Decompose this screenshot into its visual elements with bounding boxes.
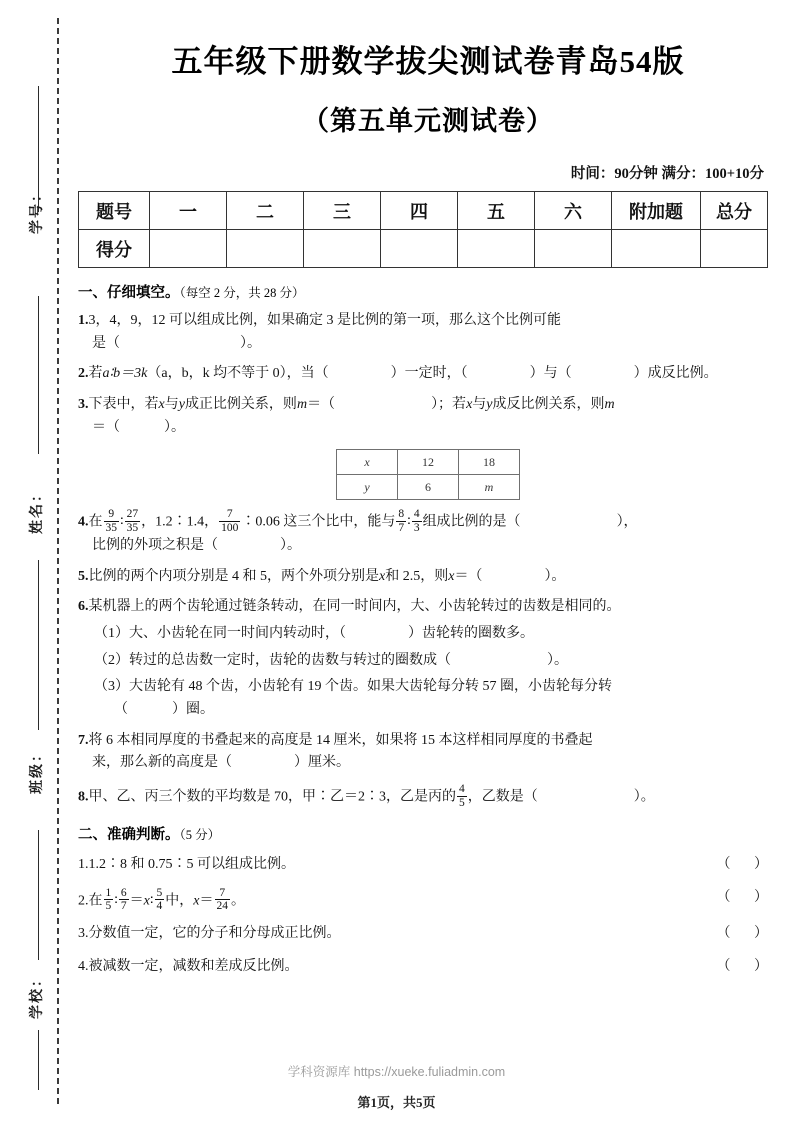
- question-text: 在: [88, 514, 103, 530]
- ratio-separator: ∶: [120, 514, 124, 530]
- question-text: 和 2.5，则: [385, 568, 449, 584]
- answer-blank-suffix: ）。: [240, 335, 261, 351]
- question-text: ）齿轮转的圈数多。: [408, 626, 534, 642]
- fraction: [119, 887, 129, 914]
- question-text: 某机器上的两个齿轮通过链条转动，在同一时间内，大、小齿轮转过的齿数是相同的。: [88, 599, 621, 615]
- fraction-denominator: 7: [120, 900, 127, 913]
- question-text: ），: [616, 514, 638, 530]
- question-line2: [78, 417, 778, 440]
- exam-page: [78, 0, 778, 1122]
- xy-table-wrapper: [78, 449, 778, 500]
- fraction: [457, 783, 467, 810]
- ratio-separator: ∶: [407, 514, 411, 530]
- question-text: ）成反比例。: [633, 366, 718, 382]
- xy-cell: y: [337, 475, 398, 500]
- section-heading-judgement: [78, 823, 778, 844]
- table-row: [337, 450, 520, 475]
- question-number: 1.: [78, 856, 89, 872]
- seal-line-segment: [38, 560, 39, 730]
- seal-line-segment: [38, 830, 39, 960]
- ratio-separator: ∶: [149, 892, 154, 908]
- score-header-cell: 二: [227, 192, 304, 230]
- math-variable: x: [193, 892, 200, 908]
- math-variable: y: [486, 397, 493, 413]
- judgement-text: [78, 854, 716, 877]
- question-text: 1.2∶8 和 0.75∶5 可以组成比例。: [88, 856, 295, 872]
- answer-blank-prefix: 比例的外项之积是（: [92, 538, 218, 554]
- question-text: ＝: [129, 892, 144, 908]
- question-8: [78, 783, 778, 810]
- score-header-cell: 六: [535, 192, 612, 230]
- fraction-denominator: 7: [398, 522, 405, 535]
- question-line2: [78, 535, 778, 558]
- question-text: 与: [472, 397, 487, 413]
- exam-meta: 时间：90分钟 满分：100+10分: [570, 166, 764, 182]
- page-subtitle: （第五单元测试卷）: [302, 106, 554, 136]
- answer-blank-prefix: 来，那么新的高度是（: [92, 755, 232, 771]
- question-number: 4.: [78, 514, 89, 530]
- score-header-cell: 一: [150, 192, 227, 230]
- math-variable: x: [448, 568, 455, 584]
- answer-blank-suffix: ）。: [164, 419, 185, 435]
- judgement-item-2: [78, 887, 778, 914]
- fraction-denominator: 100: [221, 522, 239, 535]
- question-6-sub-2: [78, 650, 778, 673]
- answer-blank-suffix: ）。: [280, 538, 301, 554]
- fraction: [125, 508, 141, 535]
- seal-line-segment: [38, 296, 39, 454]
- fraction-numerator: 4: [413, 508, 420, 521]
- score-cell[interactable]: [612, 230, 701, 268]
- xy-cell: 12: [398, 450, 459, 475]
- question-text: ）。: [544, 568, 566, 584]
- question-line2: [78, 333, 778, 356]
- question-text: 分数值一定，它的分子和分母成正比例。: [88, 926, 341, 942]
- xy-data-table: [336, 449, 520, 500]
- fraction-denominator: 4: [156, 900, 163, 913]
- judgement-text: [78, 956, 716, 979]
- fraction-denominator: 35: [105, 522, 117, 535]
- question-4: [78, 508, 778, 557]
- fraction-denominator: 5: [105, 900, 112, 913]
- question-text: ，1.2∶1.4，: [141, 514, 219, 530]
- question-text: ）。: [547, 652, 568, 668]
- fraction: [396, 508, 406, 535]
- xy-cell: 18: [459, 450, 520, 475]
- footer-watermark: 学科资源库 https://xueke.fuliadmin.com: [287, 1065, 506, 1079]
- math-variable: x: [379, 568, 386, 584]
- question-number: 6.: [78, 599, 89, 615]
- question-number: 2.: [78, 892, 89, 908]
- question-text: 下表中，若: [88, 397, 159, 413]
- margin-label-student-id: 学号：: [28, 186, 44, 234]
- score-cell[interactable]: [381, 230, 458, 268]
- question-text: 组成比例的是（: [422, 514, 521, 530]
- score-header-cell: 总分: [701, 192, 768, 230]
- question-text: ）与（: [529, 366, 572, 382]
- math-variable: m: [296, 397, 308, 413]
- question-text: （3）大齿轮有 48 个齿，小齿轮有 19 个齿。如果大齿轮每分转 57 圈，小齿轮每分转: [94, 679, 612, 695]
- question-text: ）；若: [431, 397, 467, 413]
- margin-label-school: 学校：: [28, 971, 44, 1019]
- math-variable: x: [466, 397, 473, 413]
- question-number: 2.: [78, 366, 89, 382]
- judgement-item-1: [78, 854, 778, 877]
- question-2: [78, 363, 778, 386]
- question-6: [78, 596, 778, 721]
- fraction-numerator: 7: [219, 886, 226, 899]
- question-text: 成反比例关系，则: [492, 397, 605, 413]
- question-text: ＝（: [454, 568, 483, 584]
- question-text: ）。: [633, 789, 655, 805]
- judgement-item-3: [78, 923, 778, 946]
- math-variable: x: [143, 892, 150, 908]
- section2-title: 二、准确判断。: [78, 826, 180, 843]
- section1-title: 一、仔细填空。: [78, 285, 180, 301]
- fraction: [412, 508, 422, 535]
- question-text: 成正比例关系，则: [184, 397, 297, 413]
- judgement-text: [78, 887, 716, 914]
- table-row: [79, 230, 768, 268]
- score-cell[interactable]: [150, 230, 227, 268]
- fraction-numerator: 6: [120, 886, 127, 899]
- score-cell[interactable]: [535, 230, 612, 268]
- answer-blank-prefix: ＝（: [92, 419, 120, 435]
- question-text: ＝: [199, 892, 214, 908]
- question-text: 将 6 本相同厚度的书叠起来的高度是 14 厘米，如果将 15 本这样相同厚度的书叠起: [88, 732, 593, 748]
- question-text: 若: [88, 366, 103, 382]
- question-text: （a，b，k 均不等于 0），当（: [147, 366, 329, 382]
- question-text: ）一定时，（: [390, 366, 468, 382]
- xy-cell: 6: [398, 475, 459, 500]
- fraction-numerator: 5: [156, 886, 163, 899]
- judgement-item-4: [78, 956, 778, 979]
- fraction-numerator: 1: [105, 886, 112, 899]
- question-text: 甲、乙、丙三个数的平均数是 70，甲∶乙＝2∶3，乙是丙的: [88, 789, 456, 805]
- score-row-label: 得分: [79, 230, 150, 268]
- judgement-answer-box[interactable]: （ ）: [716, 926, 778, 942]
- question-text: ，乙数是（: [467, 789, 538, 805]
- question-number: 1.: [78, 313, 89, 328]
- math-variable: x: [158, 397, 165, 413]
- question-3: [78, 394, 778, 500]
- answer-blank-prefix: 是（: [92, 335, 120, 351]
- score-header-cell: 五: [458, 192, 535, 230]
- question-6-sub-3-line2: [94, 699, 778, 722]
- fraction: [215, 887, 231, 914]
- section2-points: （5 分）: [179, 827, 221, 842]
- fraction-denominator: 3: [413, 522, 420, 535]
- question-number: 7.: [78, 732, 89, 748]
- question-number: 3.: [78, 926, 89, 942]
- fraction-numerator: 8: [398, 508, 405, 521]
- page-number: 第1页，共5页: [357, 1095, 436, 1110]
- question-5: [78, 566, 778, 589]
- score-cell[interactable]: [701, 230, 768, 268]
- answer-blank-suffix: ）厘米。: [294, 755, 350, 771]
- table-row-header: [79, 192, 768, 230]
- fraction-numerator: 27: [126, 508, 139, 521]
- margin-label-name: 姓名：: [28, 486, 44, 534]
- fraction-denominator: 24: [216, 900, 228, 913]
- fraction-numerator: 4: [459, 783, 465, 796]
- question-text: ∶0.06 这三个比中，能与: [241, 514, 396, 530]
- fraction: [104, 508, 120, 535]
- question-1: [78, 310, 778, 355]
- judgement-answer-box[interactable]: （ ）: [716, 889, 778, 905]
- score-cell[interactable]: [304, 230, 381, 268]
- score-header-cell: 四: [381, 192, 458, 230]
- question-text: 与: [164, 397, 179, 413]
- fraction-denominator: 5: [459, 797, 465, 810]
- score-table: [78, 191, 768, 268]
- judgement-text: [78, 923, 716, 946]
- table-row: [337, 475, 520, 500]
- score-header-cell: 附加题: [612, 192, 701, 230]
- xy-cell: x: [337, 450, 398, 475]
- fraction: [155, 887, 165, 914]
- fraction: [104, 887, 114, 914]
- fraction-numerator: 7: [226, 508, 233, 521]
- question-text: 。: [231, 892, 245, 908]
- math-expression: a∶b＝3k: [102, 366, 148, 382]
- question-text: （1）大、小齿轮在同一时间内转动时，（: [94, 626, 346, 642]
- question-text: ＝（: [307, 397, 336, 413]
- fraction: [219, 508, 240, 535]
- score-header-cell: 三: [304, 192, 381, 230]
- answer-blank-prefix: （: [114, 702, 128, 718]
- xy-cell: m: [459, 475, 520, 500]
- question-line2: [78, 752, 778, 775]
- question-text: 在: [88, 892, 103, 908]
- judgement-answer-box[interactable]: （ ）: [716, 959, 778, 974]
- question-number: 5.: [78, 568, 89, 584]
- question-6-sub-3: [78, 676, 778, 721]
- question-number: 8.: [78, 789, 89, 805]
- fold-dashed-line: [57, 18, 59, 1104]
- question-number: 4.: [78, 959, 89, 974]
- score-header-cell: 题号: [79, 192, 150, 230]
- question-7: [78, 730, 778, 775]
- fraction-denominator: 35: [126, 522, 139, 535]
- page-title: 五年级下册数学拔尖测试卷青岛54版: [171, 44, 685, 79]
- section-heading-fill-blank: [78, 281, 778, 302]
- score-cell[interactable]: [458, 230, 535, 268]
- question-text: 被减数一定，减数和差成反比例。: [88, 959, 299, 974]
- margin-label-class: 班级：: [28, 746, 44, 794]
- question-text: 3，4，9，12 可以组成比例，如果确定 3 是比例的第一项，那么这个比例可能: [88, 313, 561, 328]
- question-text: 比例的两个内项分别是 4 和 5，两个外项分别是: [88, 568, 379, 584]
- fraction-numerator: 9: [108, 508, 115, 521]
- math-variable: m: [604, 397, 615, 413]
- judgement-answer-box[interactable]: （ ）: [716, 856, 778, 872]
- question-text: 中，: [165, 892, 194, 908]
- question-number: 3.: [78, 397, 89, 413]
- question-text: （2）转过的总齿数一定时，齿轮的齿数与转过的圈数成（: [94, 652, 451, 668]
- question-6-sub-1: [78, 623, 778, 646]
- math-variable: y: [178, 397, 185, 413]
- score-cell[interactable]: [227, 230, 304, 268]
- answer-blank-suffix: ）圈。: [172, 702, 214, 718]
- ratio-separator: ∶: [114, 892, 118, 908]
- section1-points: （每空 2 分，共 28 分）: [179, 286, 305, 300]
